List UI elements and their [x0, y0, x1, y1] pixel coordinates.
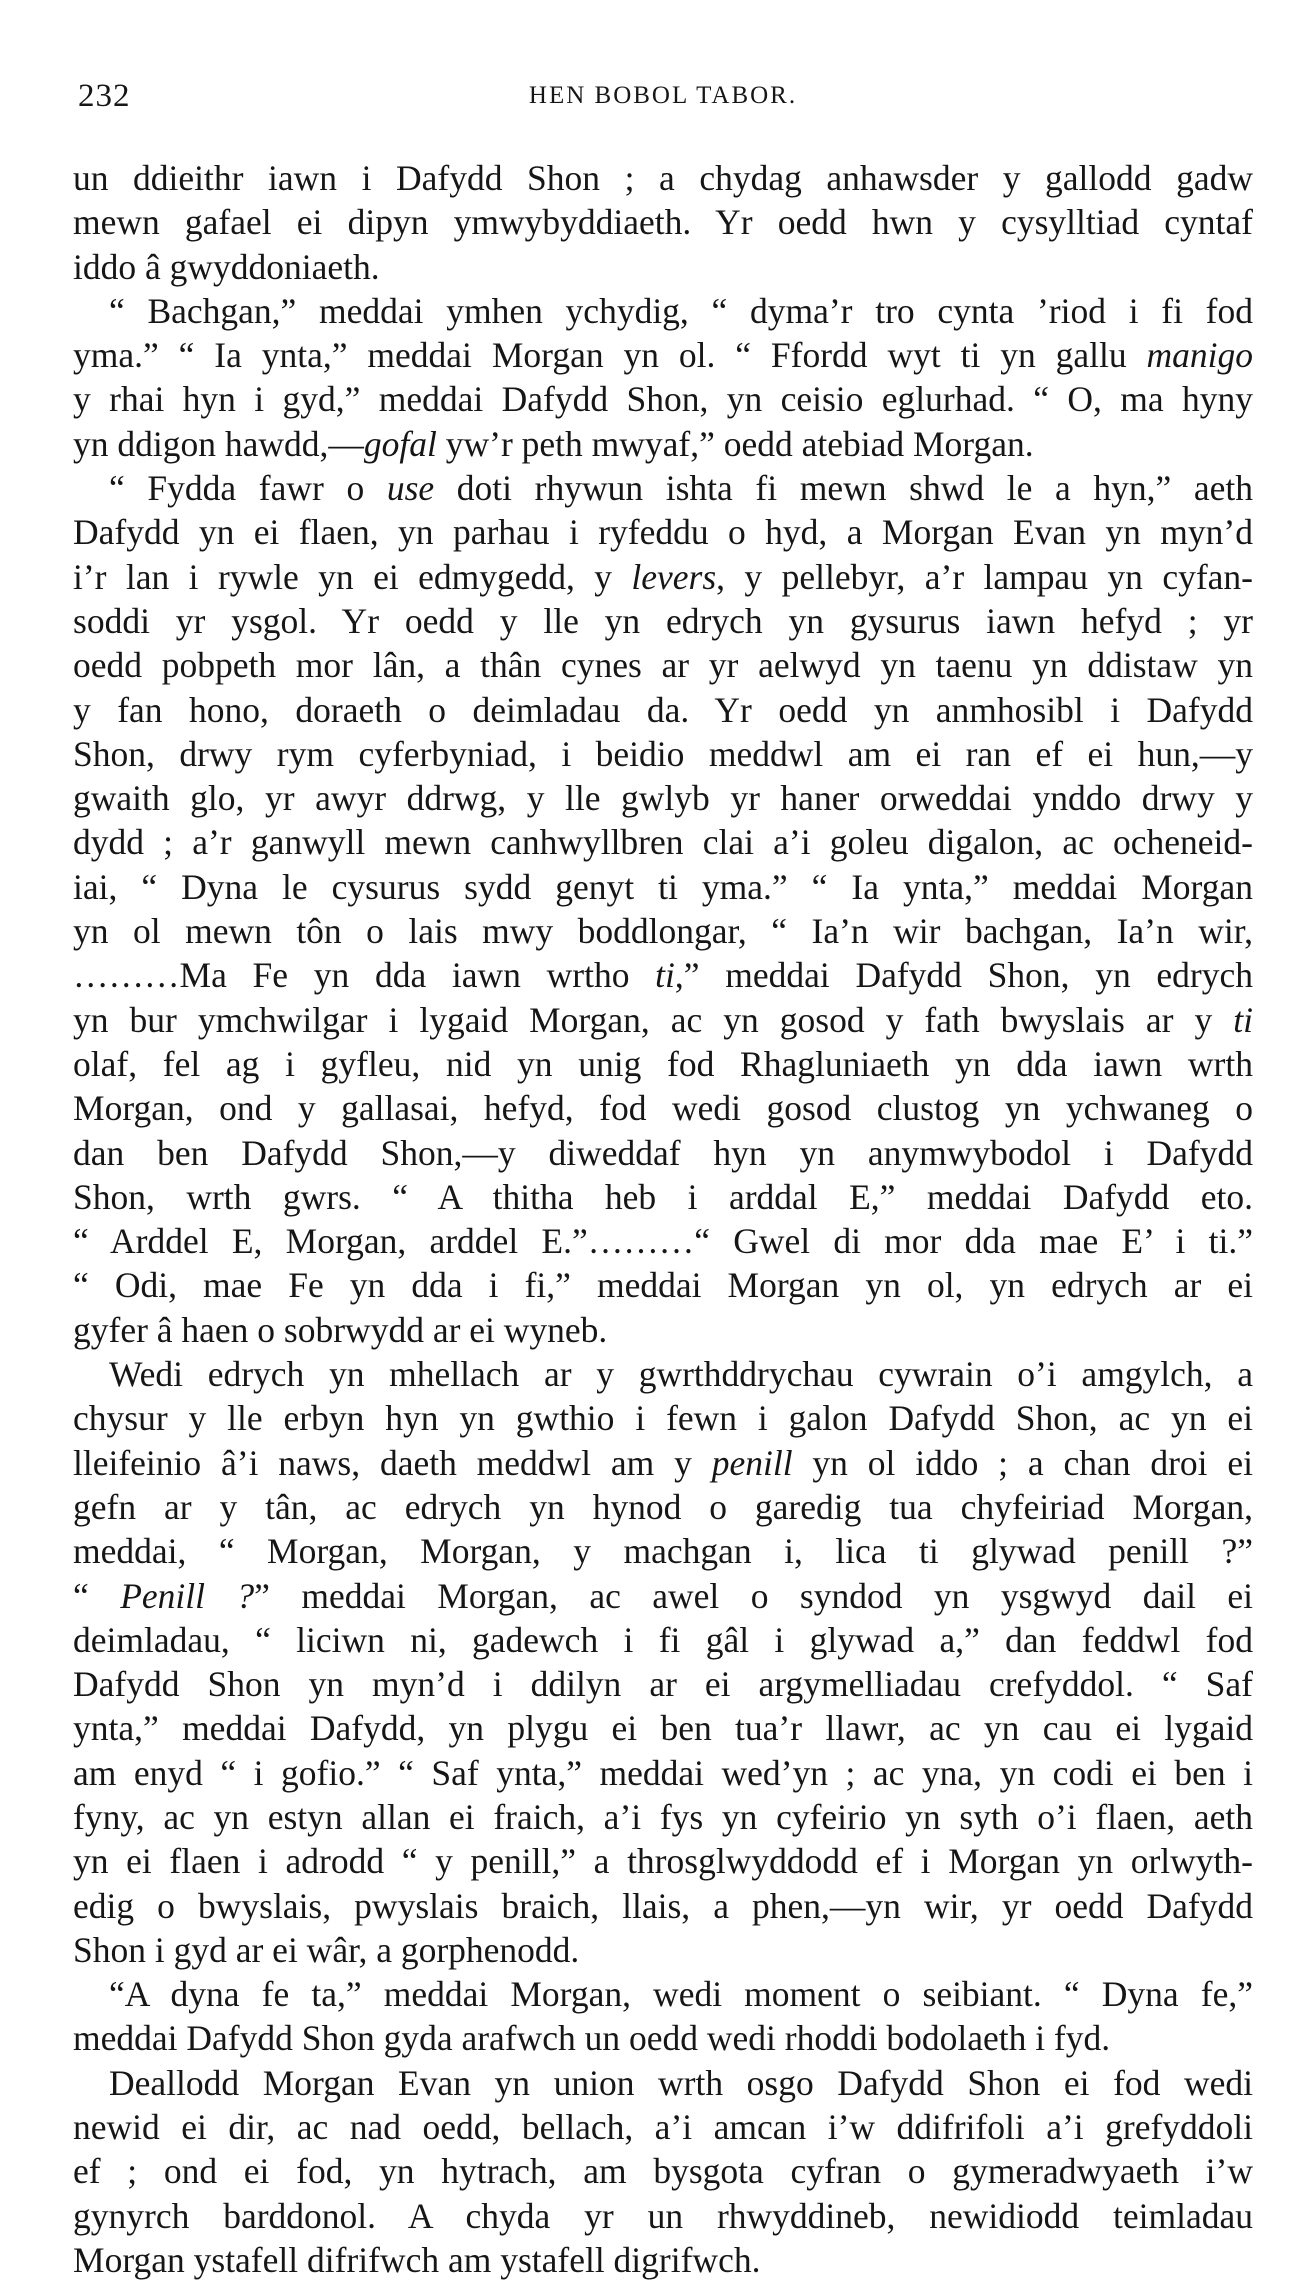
text-run: lleifeinio â’i naws, daeth meddwl am y	[73, 1442, 712, 1483]
text-run: iddo â gwyddoniaeth.	[73, 246, 380, 287]
text-line	[73, 998, 1253, 1042]
text-run: Shon, drwy rym cyferbyniad, i beidio meddwl am ei ran ef ei hun,—y	[73, 733, 1253, 774]
text-run: soddi yr ysgol. Yr oedd y lle yn edrych yn gysurus iawn hefyd ; yr	[73, 600, 1253, 641]
text-line	[73, 1928, 1253, 1972]
text-run: oedd pobpeth mor lân, a thân cynes ar yr aelwyd yn taenu yn ddistaw yn	[73, 645, 1253, 686]
text-line	[73, 599, 1253, 643]
text-line	[73, 200, 1253, 244]
text-run: , y pellebyr, a’r lampau yn cyfan-	[716, 556, 1253, 597]
text-line	[73, 422, 1253, 466]
text-line	[73, 643, 1253, 687]
text-run: yn ol mewn tôn o lais mwy boddlongar, “ Ia’n wir bachgan, Ia’n wir,	[73, 911, 1253, 952]
text-run: yn ol iddo ; a chan droi ei	[792, 1442, 1253, 1483]
text-run: am enyd “ i gofio.” “ Saf ynta,” meddai wed’yn ; ac yna, yn codi ei ben i	[73, 1752, 1253, 1793]
text-run: gyfer â haen o sobrwydd ar ei wyneb.	[73, 1309, 608, 1350]
text-line	[73, 1219, 1253, 1263]
text-line	[73, 732, 1253, 776]
text-run: yn ddigon hawdd,—	[73, 423, 364, 464]
text-line	[73, 245, 1253, 289]
text-run: ” meddai Morgan, ac awel o syndod yn ysgwyd dail ei	[254, 1575, 1254, 1616]
text-run: deimladau, “ liciwn ni, gadewch i fi gâl i glywad a,” dan feddwl fod	[73, 1619, 1253, 1660]
text-line	[73, 1574, 1253, 1618]
text-run: Deallodd Morgan Evan yn union wrth osgo Dafydd Shon ei fod wedi	[109, 2062, 1253, 2103]
italic-word: penill	[711, 1442, 793, 1483]
text-line	[73, 2105, 1253, 2149]
text-line	[73, 820, 1253, 864]
text-run: doti rhywun ishta fi mewn shwd le a hyn,” aeth	[434, 468, 1253, 509]
text-line	[73, 510, 1253, 554]
text-line	[73, 1706, 1253, 1750]
page-number: 232	[78, 78, 131, 114]
text-run: yn bur ymchwilgar i lygaid Morgan, ac yn gosod y fath bwyslais ar y	[73, 999, 1234, 1040]
text-run: edig o bwyslais, pwyslais braich, llais, a phen,—yn wir, yr oedd Dafydd	[73, 1885, 1253, 1926]
text-line	[73, 1884, 1253, 1928]
italic-word: levers	[631, 556, 717, 597]
italic-word: gofal	[363, 423, 437, 464]
text-line	[73, 776, 1253, 820]
text-line	[73, 2016, 1253, 2060]
text-run: ynta,” meddai Dafydd, yn plygu ei ben tua’r llawr, ac yn cau ei lygaid	[73, 1708, 1253, 1749]
italic-word: manigo	[1146, 335, 1253, 376]
running-title: HEN BOBOL TABOR.	[528, 82, 798, 109]
text-line	[73, 688, 1253, 732]
text-run: “A dyna fe ta,” meddai Morgan, wedi moment o seibiant. “ Dyna fe,”	[109, 1974, 1253, 2015]
text-run: Dafydd Shon yn myn’d i ddilyn ar ei argymelliadau crefyddol. “ Saf	[73, 1664, 1253, 1705]
text-line	[73, 1618, 1253, 1662]
text-line	[73, 1662, 1253, 1706]
text-line	[73, 1042, 1253, 1086]
text-line	[73, 156, 1253, 200]
text-line	[73, 1751, 1253, 1795]
body-text	[73, 156, 1253, 2282]
text-run: gwaith glo, yr awyr ddrwg, y lle gwlyb yr haner orweddai ynddo drwy y	[73, 778, 1253, 819]
page-header	[78, 78, 1248, 118]
text-run: iai, “ Dyna le cysurus sydd genyt ti yma.” “ Ia ynta,” meddai Morgan	[73, 866, 1253, 907]
text-run: “ Odi, mae Fe yn dda i fi,” meddai Morgan yn ol, yn edrych ar ei	[73, 1265, 1253, 1306]
text-run: yw’r peth mwyaf,” oedd atebiad Morgan.	[436, 423, 1034, 464]
text-line	[73, 865, 1253, 909]
text-line	[73, 466, 1253, 510]
italic-word: Penill ?	[120, 1575, 255, 1616]
text-run: dydd ; a’r ganwyll mewn canhwyllbren clai a’i goleu digalon, ac ocheneid-	[73, 822, 1253, 863]
text-line	[73, 1086, 1253, 1130]
text-run: Dafydd yn ei flaen, yn parhau i ryfeddu o hyd, a Morgan Evan yn myn’d	[73, 512, 1253, 553]
italic-word: ti	[1233, 999, 1253, 1040]
text-line	[73, 2238, 1253, 2282]
text-line	[73, 555, 1253, 599]
text-run: chysur y lle erbyn hyn yn gwthio i fewn i galon Dafydd Shon, ac yn ei	[73, 1398, 1253, 1439]
text-run: Shon, wrth gwrs. “ A thitha heb i arddal E,” meddai Dafydd eto.	[73, 1176, 1253, 1217]
text-run: ………Ma Fe yn dda iawn wrtho	[73, 955, 656, 996]
text-run: mewn gafael ei dipyn ymwybyddiaeth. Yr oedd hwn y cysylltiad cyntaf	[73, 202, 1253, 243]
text-line	[73, 1972, 1253, 2016]
text-run: olaf, fel ag i gyfleu, nid yn unig fod Rhagluniaeth yn dda iawn wrth	[73, 1043, 1253, 1084]
italic-word: use	[386, 468, 435, 509]
text-line	[73, 1396, 1253, 1440]
text-run: “ Fydda fawr o	[109, 468, 387, 509]
text-line	[73, 1352, 1253, 1396]
text-run: “ Bachgan,” meddai ymhen ychydig, “ dyma’r tro cynta ’riod i fi fod	[109, 290, 1253, 331]
text-run: gefn ar y tân, ac edrych yn hynod o garedig tua chyfeiriad Morgan,	[73, 1486, 1253, 1527]
text-run: Morgan ystafell difrifwch am ystafell digrifwch.	[73, 2239, 761, 2280]
text-line	[73, 1485, 1253, 1529]
text-run: ,” meddai Dafydd Shon, yn edrych	[674, 955, 1253, 996]
text-line	[73, 1441, 1253, 1485]
text-run: yma.” “ Ia ynta,” meddai Morgan yn ol. “ Ffordd wyt ti yn gallu	[73, 335, 1147, 376]
text-run: “ Arddel E, Morgan, arddel E.”………“ Gwel di mor dda mae E’ i ti.”	[73, 1221, 1253, 1262]
text-run: i’r lan i rywle yn ei edmygedd, y	[73, 556, 632, 597]
text-run: y rhai hyn i gyd,” meddai Dafydd Shon, yn ceisio eglurhad. “ O, ma hyny	[73, 379, 1253, 420]
text-run: Shon i gyd ar ei wâr, a gorphenodd.	[73, 1929, 580, 1970]
text-line	[73, 2061, 1253, 2105]
text-line	[73, 1529, 1253, 1573]
text-line	[73, 1263, 1253, 1307]
text-line	[73, 289, 1253, 333]
text-run: dan ben Dafydd Shon,—y diweddaf hyn yn anymwybodol i Dafydd	[73, 1132, 1253, 1173]
text-line	[73, 953, 1253, 997]
text-line	[73, 909, 1253, 953]
text-run: meddai Dafydd Shon gyda arafwch un oedd wedi rhoddi bodolaeth i fyd.	[73, 2018, 1111, 2059]
text-run: gynyrch barddonol. A chyda yr un rhwyddineb, newidiodd teimladau	[73, 2195, 1253, 2236]
text-line	[73, 1795, 1253, 1839]
text-run: un ddieithr iawn i Dafydd Shon ; a chydag anhawsder y gallodd gadw	[73, 158, 1253, 198]
text-line	[73, 1308, 1253, 1352]
text-run: fyny, ac yn estyn allan ei fraich, a’i fys yn cyfeirio yn syth o’i flaen, aeth	[73, 1796, 1253, 1837]
text-run: ef ; ond ei fod, yn hytrach, am bysgota cyfran o gymeradwyaeth i’w	[73, 2151, 1253, 2192]
text-run: y fan hono, doraeth o deimladau da. Yr oedd yn anmhosibl i Dafydd	[73, 689, 1253, 730]
text-line	[73, 1839, 1253, 1883]
italic-word: ti	[655, 955, 675, 996]
text-line	[73, 377, 1253, 421]
text-run: Morgan, ond y gallasai, hefyd, fod wedi gosod clustog yn ychwaneg o	[73, 1088, 1253, 1129]
text-line	[73, 2149, 1253, 2193]
text-run: yn ei flaen i adrodd “ y penill,” a throsglwyddodd ef i Morgan yn orlwyth-	[73, 1841, 1253, 1882]
text-run: “	[73, 1575, 121, 1616]
text-line	[73, 333, 1253, 377]
text-line	[73, 2194, 1253, 2238]
text-run: meddai, “ Morgan, Morgan, y machgan i, lica ti glywad penill ?”	[73, 1531, 1253, 1572]
text-line	[73, 1175, 1253, 1219]
text-line	[73, 1131, 1253, 1175]
text-run: newid ei dir, ac nad oedd, bellach, a’i amcan i’w ddifrifoli a’i grefyddoli	[73, 2107, 1253, 2148]
text-run: Wedi edrych yn mhellach ar y gwrthddrychau cywrain o’i amgylch, a	[109, 1354, 1253, 1395]
